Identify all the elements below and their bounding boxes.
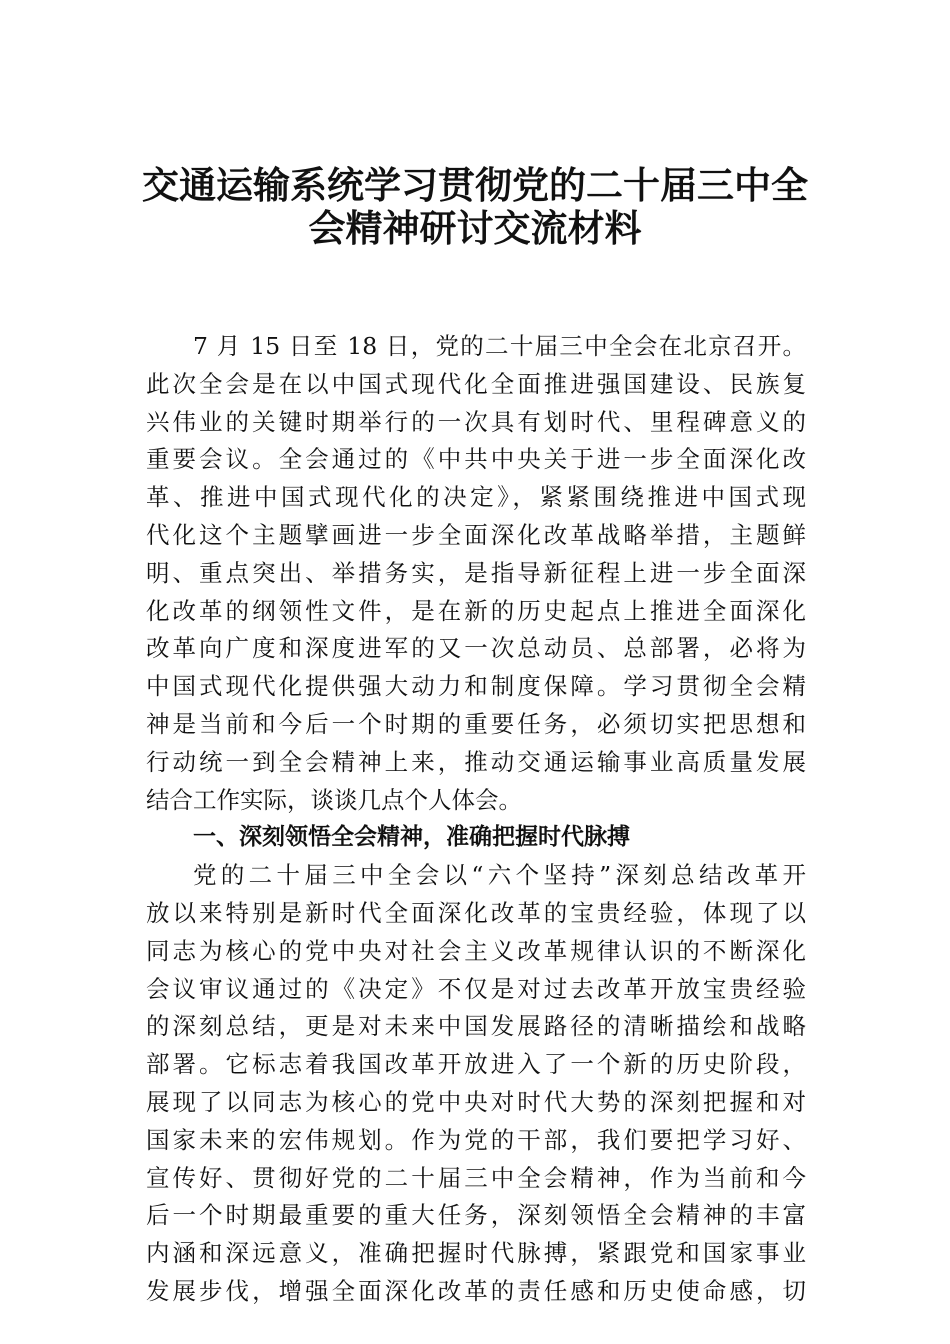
paragraph-intro [146, 328, 806, 819]
paragraph-line: 的深刻总结，更是对未来中国发展路径的清晰描绘和战略 [146, 1012, 806, 1041]
paragraph-line: 行动统一到全会精神上来，推动交通运输事业高质量发展 [146, 747, 806, 776]
paragraph-line: 国家未来的宏伟规划。作为党的干部，我们要把学习好、 [146, 1125, 806, 1154]
paragraph-line: 发展步伐，增强全面深化改革的责任感和历史使命感，切 [146, 1276, 806, 1305]
document-title-line-1: 交通运输系统学习贯彻党的二十届三中全 [142, 164, 808, 207]
paragraph-line: 会议审议通过的《决定》不仅是对过去改革开放宝贵经验 [146, 974, 806, 1003]
paragraph-line: 革、推进中国式现代化的决定》，紧紧围绕推进中国式现 [146, 483, 806, 512]
paragraph-line: 改革向广度和深度进军的又一次总动员、总部署，必将为 [146, 634, 806, 663]
paragraph-line: 同志为核心的党中央对社会主义改革规律认识的不断深化 [146, 936, 806, 965]
paragraph-line: 化改革的纲领性文件，是在新的历史起点上推进全面深化 [146, 596, 806, 625]
paragraph-line: 党的二十届三中全会以“六个坚持”深刻总结改革开 [193, 861, 806, 890]
paragraph-line: 内涵和深远意义，准确把握时代脉搏，紧跟党和国家事业 [146, 1239, 806, 1268]
paragraph-line: 放以来特别是新时代全面深化改革的宝贵经验，体现了以 [146, 898, 806, 927]
paragraph-line: 展现了以同志为核心的党中央对时代大势的深刻把握和对 [146, 1087, 806, 1116]
paragraph-line: 宣传好、贯彻好党的二十届三中全会精神，作为当前和今 [146, 1163, 806, 1192]
paragraph-section-1 [146, 857, 806, 1311]
paragraph-line: 代化这个主题擘画进一步全面深化改革战略举措，主题鲜 [146, 520, 806, 549]
document-body [146, 328, 806, 1311]
paragraph-line: 后一个时期最重要的重大任务，深刻领悟全会精神的丰富 [146, 1201, 806, 1230]
paragraph-line: 兴伟业的关键时期举行的一次具有划时代、里程碑意义的 [146, 407, 806, 436]
section-heading-1: 一、深刻领悟全会精神，准确把握时代脉搏 [193, 824, 630, 851]
paragraph-line: 此次全会是在以中国式现代化全面推进强国建设、民族复 [146, 369, 806, 398]
paragraph-line: 中国式现代化提供强大动力和制度保障。学习贯彻全会精 [146, 672, 806, 701]
paragraph-line: 结合工作实际，谈谈几点个人体会。 [146, 785, 522, 814]
paragraph-line: 神是当前和今后一个时期的重要任务，必须切实把思想和 [146, 709, 806, 738]
paragraph-line: 部署。它标志着我国改革开放进入了一个新的历史阶段， [146, 1050, 806, 1079]
document-title-line-2: 会精神研讨交流材料 [308, 207, 642, 250]
paragraph-line: 明、重点突出、举措务实，是指导新征程上进一步全面深 [146, 558, 806, 587]
paragraph-line: 7 月 15 日至 18 日，党的二十届三中全会在北京召开。 [193, 332, 806, 360]
paragraph-line: 重要会议。全会通过的《中共中央关于进一步全面深化改 [146, 445, 806, 474]
